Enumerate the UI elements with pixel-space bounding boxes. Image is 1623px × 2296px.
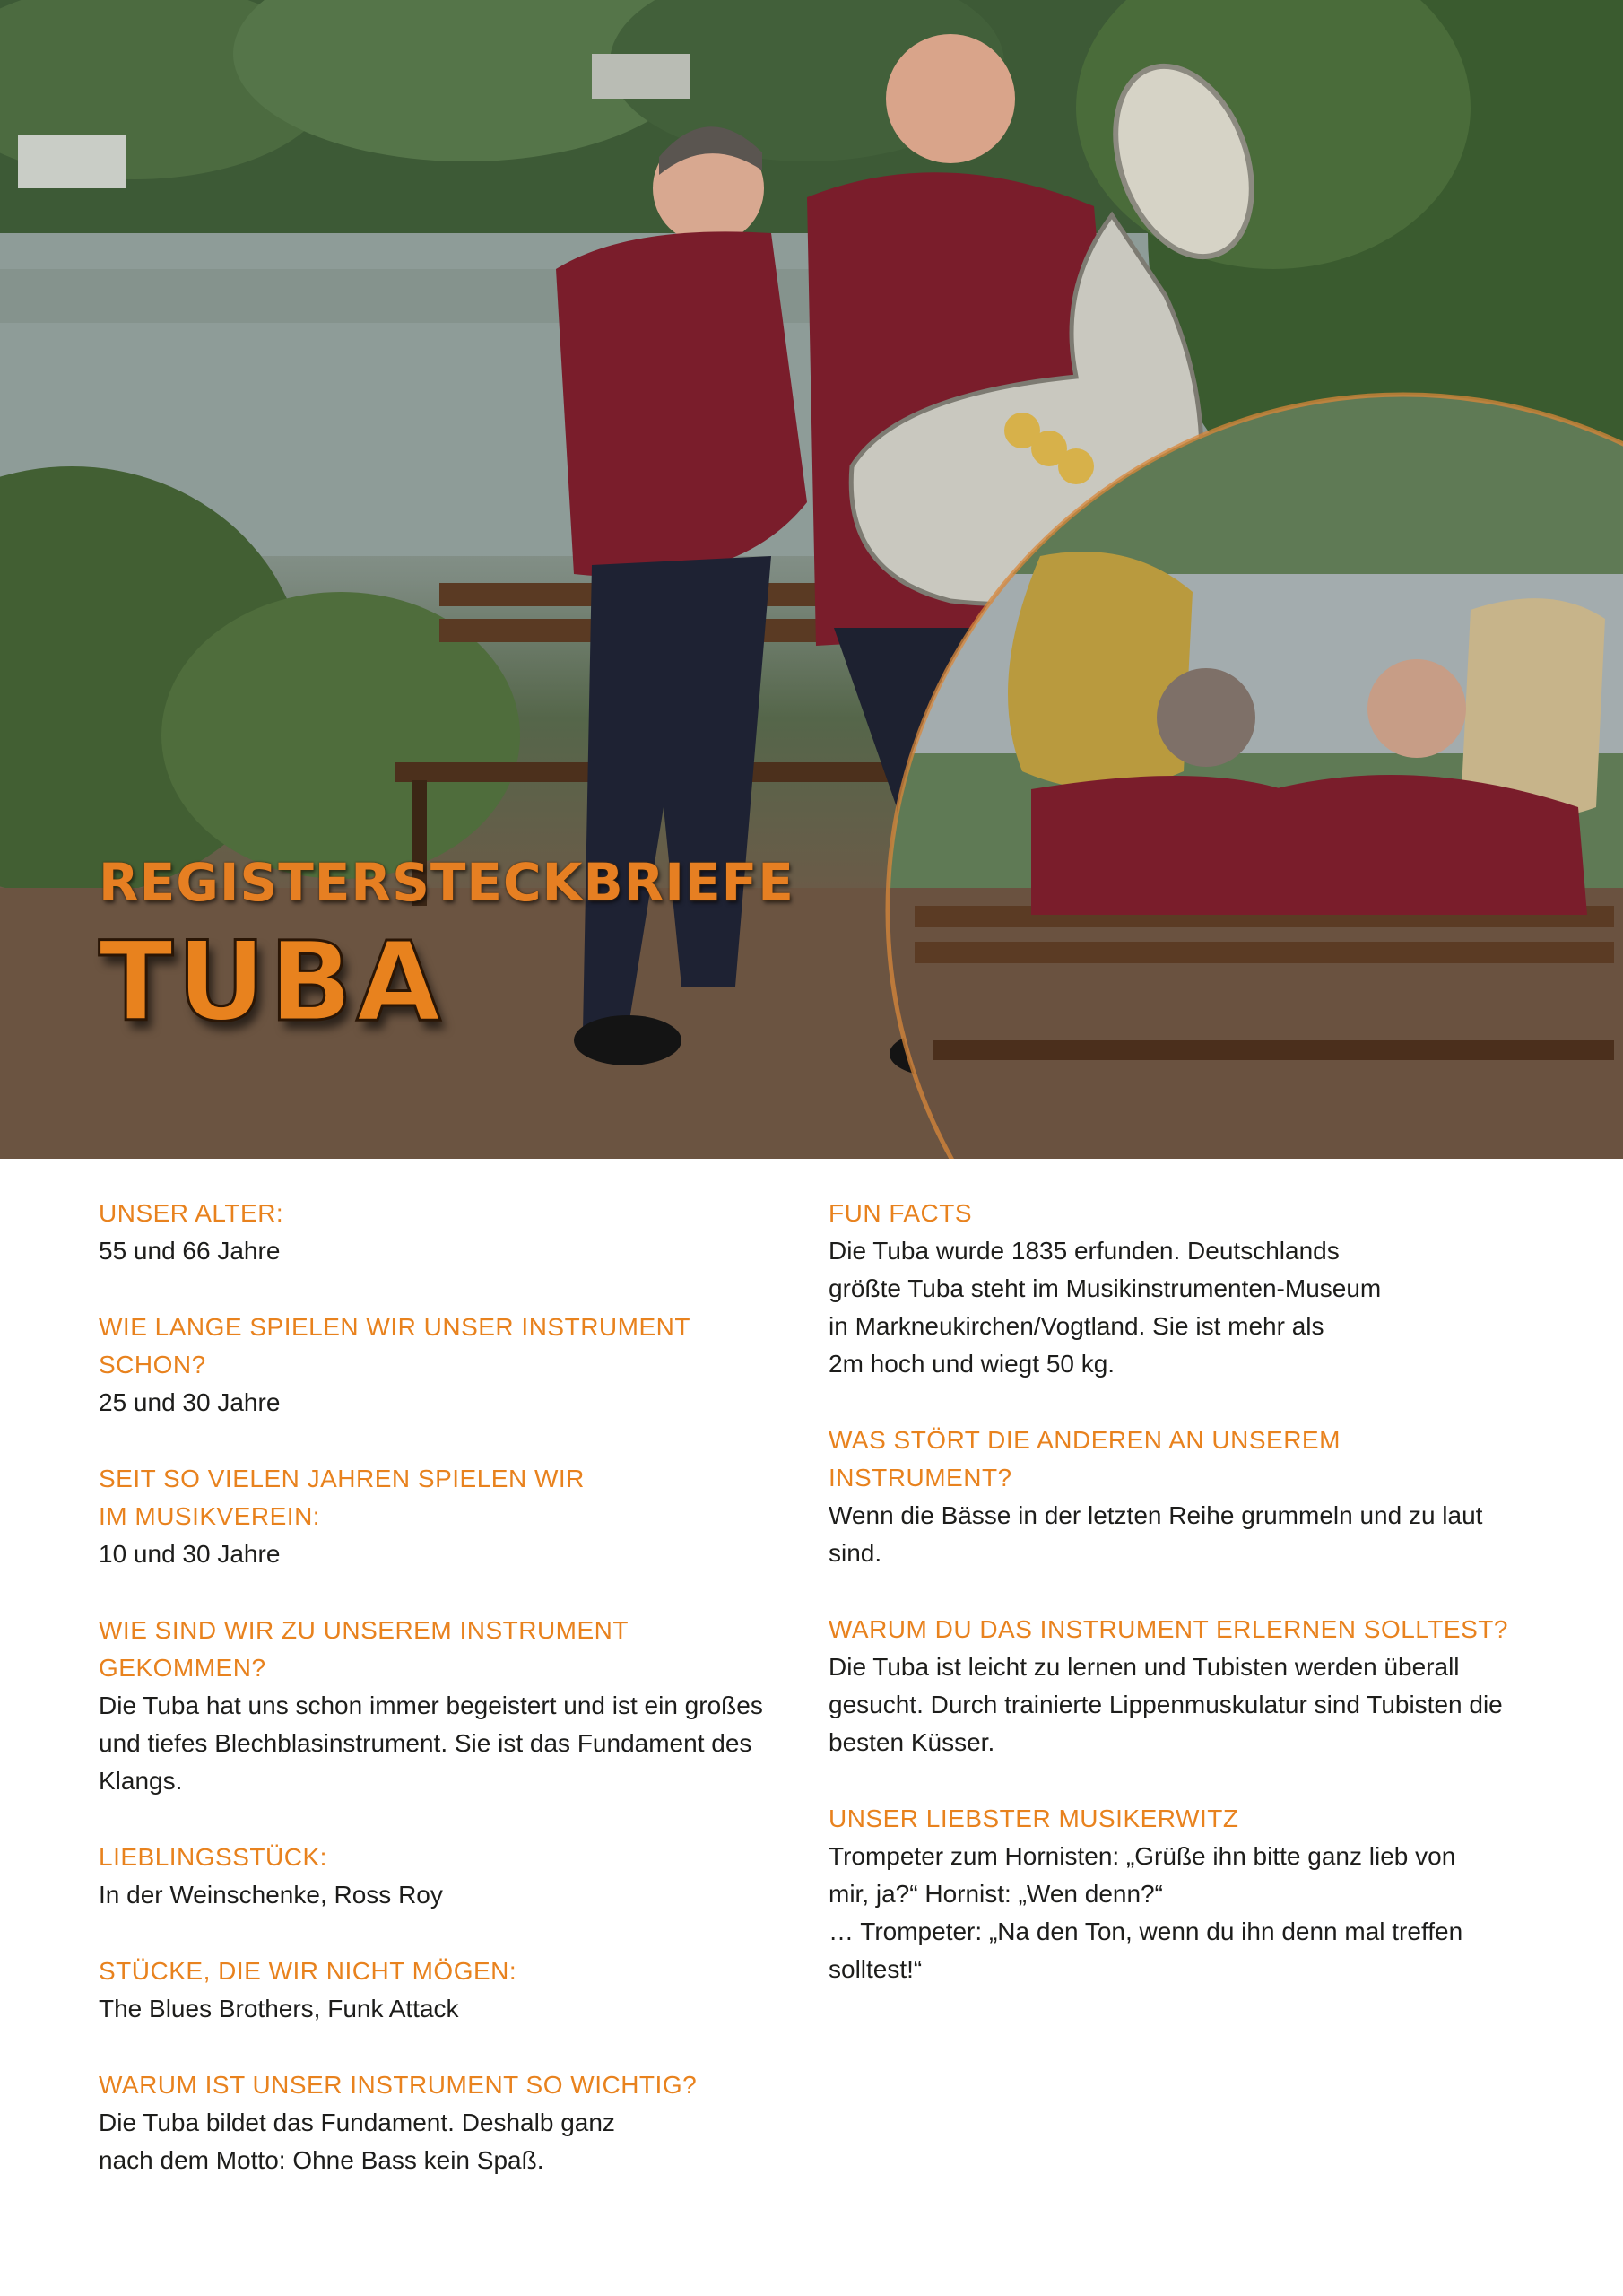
question-heading: UNSER ALTER:: [99, 1199, 284, 1227]
inset-player-head: [1367, 659, 1466, 758]
question-heading: LIEBLINGSSTÜCK:: [99, 1843, 327, 1871]
answer-text: Die Tuba ist leicht zu lernen und Tubisten werden überall gesucht. Durch trainierte Lippenmuskulatur sind Tubisten die besten Küsser.: [829, 1653, 1503, 1756]
answer-text: Die Tuba wurde 1835 erfunden. Deutschlands größte Tuba steht im Musikinstrumenten-Museum in Markneukirchen/Vogtland. Sie ist mehr als 2m hoch und wiegt 50 kg.: [829, 1237, 1382, 1378]
qa-item-age: [99, 1195, 798, 1270]
question-heading: WIE SIND WIR ZU UNSEREM INSTRUMENT GEKOMMEN?: [99, 1616, 629, 1682]
question-heading: WARUM DU DAS INSTRUMENT ERLERNEN SOLLTEST?: [829, 1615, 1508, 1643]
answer-text: Die Tuba bildet das Fundament. Deshalb ganz nach dem Motto: Ohne Bass kein Spaß.: [99, 2109, 615, 2174]
page-subtitle: REGISTERSTECKBRIEFE: [99, 852, 794, 913]
tuba-valve-icon: [1058, 448, 1094, 484]
house-icon: [18, 135, 126, 188]
page-title: TUBA: [99, 918, 445, 1046]
qa-item-why-learn: [829, 1611, 1537, 1761]
qa-item-playing-duration: [99, 1309, 798, 1422]
answer-text: Trompeter zum Hornisten: „Grüße ihn bitte ganz lieb von mir, ja?“ Hornist: „Wen denn?“ … Trompeter: „Na den Ton, wenn du ihn denn mal treffen solltest!“: [829, 1842, 1463, 1983]
woman-shirt: [556, 231, 807, 577]
right-column: [829, 1195, 1537, 2027]
question-heading: FUN FACTS: [829, 1199, 973, 1227]
man-head: [886, 34, 1015, 163]
question-heading: SEIT SO VIELEN JAHREN SPIELEN WIR IM MUSIKVEREIN:: [99, 1465, 585, 1530]
answer-text: In der Weinschenke, Ross Roy: [99, 1881, 443, 1909]
answer-text: The Blues Brothers, Funk Attack: [99, 1995, 459, 2022]
inset-player-head: [1157, 668, 1255, 767]
inset-tuba-icon: [1008, 552, 1193, 789]
question-heading: WIE LANGE SPIELEN WIR UNSER INSTRUMENT SCHON?: [99, 1313, 690, 1378]
answer-text: 10 und 30 Jahre: [99, 1540, 281, 1568]
qa-item-fun-facts: [829, 1195, 1537, 1383]
qa-item-disliked-pieces: [99, 1952, 798, 2028]
title-block: [99, 852, 794, 1046]
answer-text: Die Tuba hat uns schon immer begeistert und ist ein großes und tiefes Blechblasinstrument. Sie ist das Fundament des Klangs.: [99, 1692, 763, 1795]
left-column: [99, 1195, 798, 2218]
qa-item-how-we-came: [99, 1612, 798, 1800]
qa-item-importance: [99, 2066, 798, 2179]
question-heading: WAS STÖRT DIE ANDEREN AN UNSEREM INSTRUMENT?: [829, 1426, 1341, 1492]
question-heading: STÜCKE, DIE WIR NICHT MÖGEN:: [99, 1957, 517, 1985]
question-heading: WARUM IST UNSER INSTRUMENT SO WICHTIG?: [99, 2071, 698, 2099]
answer-text: 25 und 30 Jahre: [99, 1388, 281, 1416]
qa-item-years-in-club: [99, 1460, 798, 1573]
qa-item-what-bothers-others: [829, 1422, 1537, 1572]
qa-item-musician-joke: [829, 1800, 1537, 1988]
qa-item-favorite-piece: [99, 1839, 798, 1914]
inset-player-shirt: [1273, 775, 1587, 915]
answer-text: 55 und 66 Jahre: [99, 1237, 281, 1265]
house-icon: [592, 54, 690, 99]
inset-player-shirt: [1031, 776, 1282, 915]
answer-text: Wenn die Bässe in der letzten Reihe grummeln und zu laut sind.: [829, 1501, 1483, 1567]
question-heading: UNSER LIEBSTER MUSIKERWITZ: [829, 1805, 1239, 1832]
